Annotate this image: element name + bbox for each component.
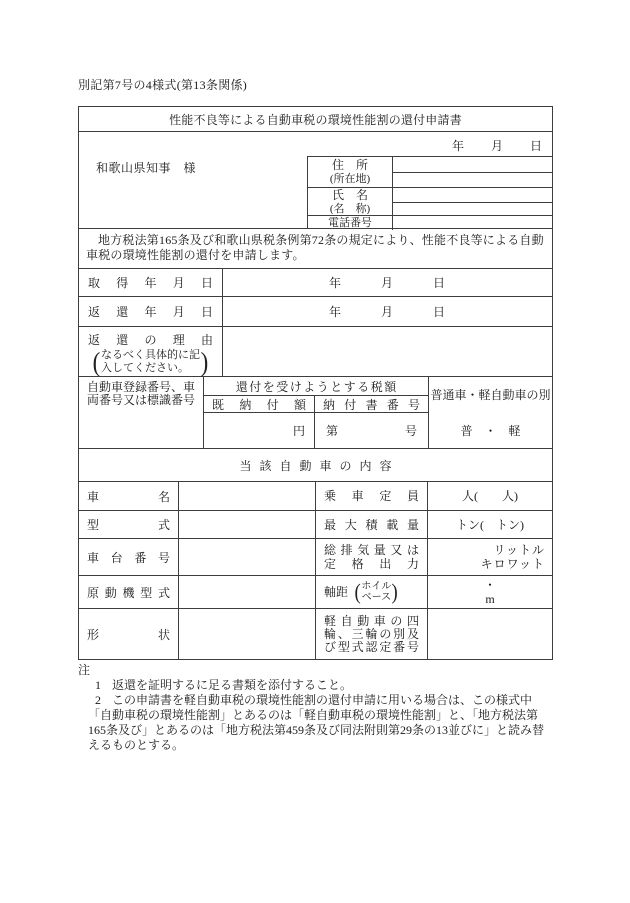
- vehicle-name-input[interactable]: [179, 482, 316, 510]
- wheelbase-label-text: 軸距: [324, 585, 349, 599]
- wheelbase-label: [316, 576, 428, 608]
- slip-suffix: 号: [404, 424, 417, 438]
- registration-label-line2: 両番号又は標識番号: [86, 393, 195, 407]
- note-item: [78, 693, 553, 753]
- refund-values: [204, 413, 428, 448]
- liter-unit: リットル: [493, 543, 545, 557]
- body-shape-row: [79, 609, 552, 659]
- return-reason-row: [79, 327, 552, 377]
- name-row: [308, 188, 552, 216]
- meter-unit: m: [485, 592, 495, 606]
- close-paren-glyph: [201, 349, 209, 375]
- passenger-capacity-label: 乗 車 定 員: [316, 482, 428, 510]
- notes-heading: 注: [78, 663, 91, 677]
- kilowatt-unit: キロワット: [480, 557, 545, 571]
- name-label-sub: (名 称): [329, 202, 371, 215]
- vehicle-content-header: 当該自動車の内容: [79, 449, 552, 482]
- applicant-info-table: [307, 156, 552, 228]
- slip-prefix: 第: [326, 424, 339, 438]
- address-label: [308, 157, 393, 187]
- return-reason-input[interactable]: [223, 327, 552, 376]
- vehicle-category-header: 普通車・軽自動車の別: [430, 388, 551, 402]
- vehicle-category-selector[interactable]: 普 ・ 軽: [460, 423, 521, 438]
- wheelbase-paren-text: ホイル ベース: [361, 581, 392, 603]
- passenger-capacity-value[interactable]: 人( 人): [462, 489, 518, 503]
- kei-vehicle-type-label: 軽 自 動 車 の 四 輪 、 三 輪 の 別 及 び 型 式 認 定 番 号: [316, 609, 428, 659]
- model-label: 型 式: [79, 511, 179, 538]
- vehicle-category-column: [429, 377, 552, 448]
- vehicle-model-row: [79, 511, 552, 539]
- return-date-row: [79, 297, 552, 327]
- chassis-number-label: 車 台 番 号: [79, 539, 179, 575]
- name-label: [308, 188, 393, 215]
- address-row: [308, 157, 552, 188]
- return-reason-note: [88, 349, 213, 375]
- notes-section: [78, 663, 553, 753]
- decimal-point-mark: ・: [483, 578, 496, 592]
- max-load-label: 最 大 積 載 量: [316, 511, 428, 538]
- return-date-label-text: 返 還 年 月 日: [88, 305, 213, 319]
- open-paren-glyph: [355, 581, 361, 603]
- note-text: この申請書を軽自動車税の環境性能割の還付申請に用いる場合は、この様式中「自動車税の環境性能割」とあるのは「軽自動車税の環境性能割」と、「地方税法第165条及び」とあるのは「地方税法第459条及び同法附則第29条の13並びに」と読み替えるものとする。: [88, 693, 545, 752]
- refund-section: [79, 377, 552, 449]
- acquisition-date-label: [79, 269, 223, 296]
- registration-label-line1: 自動車登録番号、車: [86, 380, 195, 394]
- name-input[interactable]: [393, 188, 552, 215]
- note-text: 返還を証明するに足る書類を添付すること。: [112, 678, 353, 692]
- phone-label: 電話番号: [308, 216, 393, 230]
- close-paren-glyph: [392, 581, 398, 603]
- vehicle-name-label: 車 名: [79, 482, 179, 510]
- engine-model-input[interactable]: [179, 576, 316, 608]
- declaration-text: 地方税法第165条及び和歌山県税条例第72条の規定により、性能不良等による自動車税の環境性能割の還付を申請します。: [79, 229, 552, 269]
- address-label-main: 住 所: [331, 158, 368, 172]
- engine-model-row: [79, 576, 552, 609]
- vehicle-name-row: [79, 482, 552, 511]
- return-reason-note-text: なるべく具体的に記 入してください。: [101, 349, 200, 374]
- refund-subheaders: [204, 396, 428, 413]
- body-shape-label: 形 状: [79, 609, 179, 659]
- form-code: 別記第7号の4様式(第13条関係): [78, 78, 248, 92]
- open-paren-glyph: [93, 349, 101, 375]
- header-block: [79, 132, 552, 229]
- chassis-number-input[interactable]: [179, 539, 316, 575]
- address-label-sub: (所在地): [329, 173, 371, 185]
- refund-tax-columns: [204, 377, 429, 448]
- return-date-input[interactable]: 年 月 日: [328, 305, 446, 319]
- wheelbase-value[interactable]: [428, 576, 552, 608]
- return-date-label: [79, 297, 223, 326]
- slip-number-label: 納 付 書 番 号: [323, 397, 420, 412]
- displacement-label: 総 排 気 量 又 は 定 格 出 力: [316, 539, 428, 575]
- note-number: 1: [95, 678, 101, 692]
- body-shape-input[interactable]: [179, 609, 316, 659]
- return-reason-label-text: 返 還 の 理 由: [88, 333, 213, 347]
- refund-tax-header: 還付を受けようとする税額: [204, 377, 428, 396]
- application-date-field[interactable]: 年 月 日: [451, 139, 543, 153]
- max-load-value[interactable]: トン( トン): [456, 517, 524, 532]
- acquisition-date-row: [79, 269, 552, 297]
- chassis-number-row: [79, 539, 552, 576]
- note-item: [78, 678, 553, 693]
- kei-vehicle-type-input[interactable]: [428, 609, 552, 659]
- refund-application-form: [78, 106, 553, 660]
- yen-unit: 円: [292, 424, 305, 438]
- paid-amount-label: 既 納 付 額: [204, 396, 315, 412]
- displacement-value[interactable]: [428, 539, 552, 575]
- acquisition-date-input[interactable]: 年 月 日: [328, 276, 446, 290]
- phone-input[interactable]: [393, 216, 552, 230]
- addressee: 和歌山県知事 様: [96, 161, 197, 175]
- engine-model-label: 原 動 機 型 式: [79, 576, 179, 608]
- name-label-main: 氏 名: [331, 187, 368, 202]
- slip-number-input[interactable]: [315, 413, 428, 448]
- return-reason-label: [79, 327, 223, 376]
- form-title: 性能不良等による自動車税の環境性能割の還付申請書: [79, 107, 552, 132]
- registration-number-cell[interactable]: [79, 377, 204, 448]
- model-input[interactable]: [179, 511, 316, 538]
- phone-row: [308, 216, 552, 230]
- form-content: [78, 76, 553, 753]
- address-input[interactable]: [393, 157, 552, 187]
- paid-amount-input[interactable]: [204, 413, 315, 448]
- acquisition-date-label-text: 取 得 年 月 日: [88, 276, 213, 290]
- note-number: 2: [95, 693, 101, 707]
